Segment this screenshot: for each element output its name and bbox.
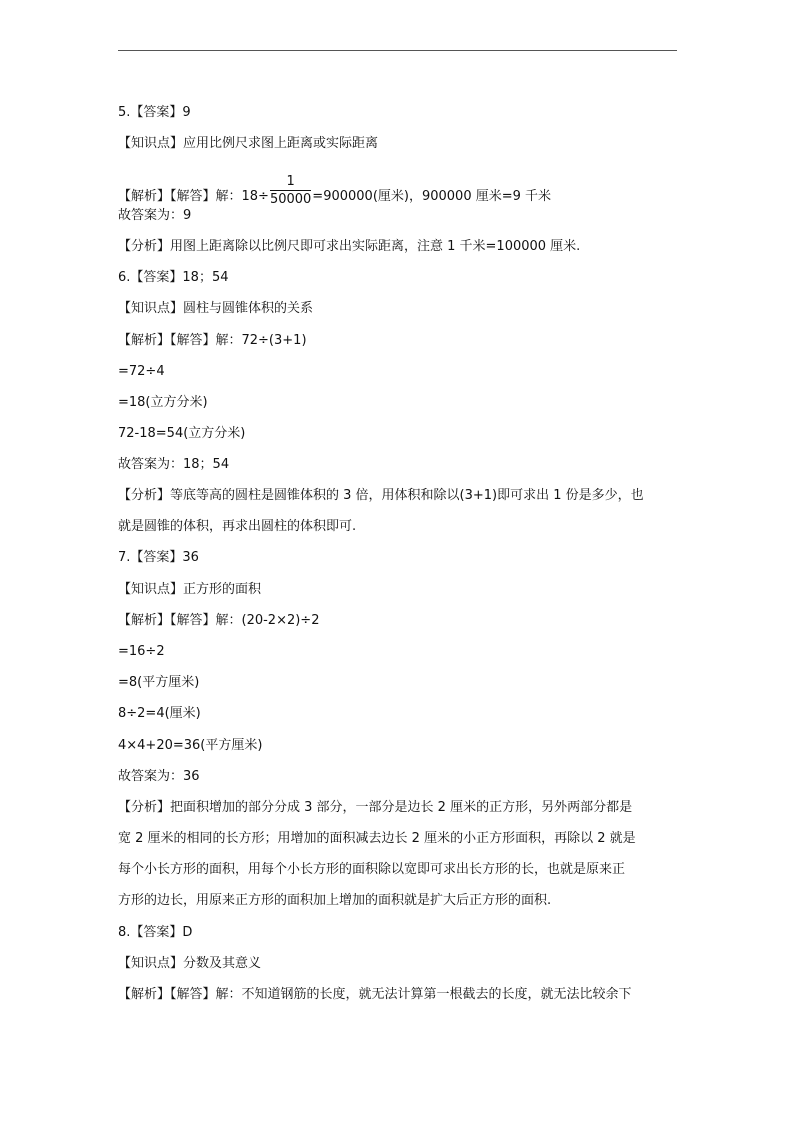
text-line: 5.【答案】9: [118, 105, 191, 120]
text-line: 【知识点】圆柱与圆锥体积的关系: [118, 301, 314, 316]
fraction-numerator: 1: [286, 174, 295, 189]
text-line: 故答案为：36: [118, 769, 200, 784]
text-line: 就是圆锥的体积，再求出圆柱的体积即可.: [118, 519, 357, 534]
text-line: 【解析】【解答】解：72÷(3+1): [118, 333, 307, 348]
header-rule: [118, 50, 677, 51]
text-line: =72÷4: [118, 364, 165, 379]
text-line: 6.【答案】18；54: [118, 270, 229, 285]
text-line: 【解析】【解答】解：(20-2×2)÷2: [118, 613, 320, 628]
text-line: 【解析】【解答】解：不知道钢筋的长度，就无法计算第一根截去的长度，就无法比较余下: [118, 987, 632, 1002]
text-line: 72-18=54(立方分米): [118, 426, 246, 441]
text-line: 4×4+20=36(平方厘米): [118, 738, 263, 753]
fraction-suffix: =900000(厘米)，900000 厘米=9 千米: [312, 189, 552, 204]
text-line: 【分析】把面积增加的部分分成 3 部分，一部分是边长 2 厘米的正方形，另外两部分都是: [118, 800, 633, 815]
text-line: 每个小长方形的面积，用每个小长方形的面积除以宽即可求出长方形的长，也就是原来正: [118, 862, 626, 877]
text-line: 故答案为：9: [118, 208, 192, 223]
text-line: 8÷2=4(厘米): [118, 706, 201, 721]
text-line: 【知识点】正方形的面积: [118, 582, 262, 597]
fraction-prefix: 【解析】【解答】解：18÷: [118, 189, 269, 204]
text-line: 【知识点】应用比例尺求图上距离或实际距离: [118, 136, 379, 151]
text-line: =18(立方分米): [118, 395, 208, 410]
text-line: 【分析】用图上距离除以比例尺即可求出实际距离，注意 1 千米=100000 厘米.: [118, 239, 581, 254]
fraction-denominator: 50000: [269, 192, 312, 207]
fraction: [270, 174, 311, 207]
text-line: =8(平方厘米): [118, 675, 200, 690]
text-line: 宽 2 厘米的相同的长方形；用增加的面积减去边长 2 厘米的小正方形面积，再除以 2 就是: [118, 831, 636, 846]
text-line: 故答案为：18；54: [118, 457, 230, 472]
text-line: 【分析】等底等高的圆柱是圆锥体积的 3 倍，用体积和除以(3+1)即可求出 1 份是多少，也: [118, 488, 644, 503]
text-line: =16÷2: [118, 644, 165, 659]
text-line: 8.【答案】D: [118, 925, 193, 940]
text-line: 【知识点】分数及其意义: [118, 956, 262, 971]
text-line: 7.【答案】36: [118, 550, 199, 565]
text-line: 方形的边长，用原来正方形的面积加上增加的面积就是扩大后正方形的面积.: [118, 893, 552, 908]
